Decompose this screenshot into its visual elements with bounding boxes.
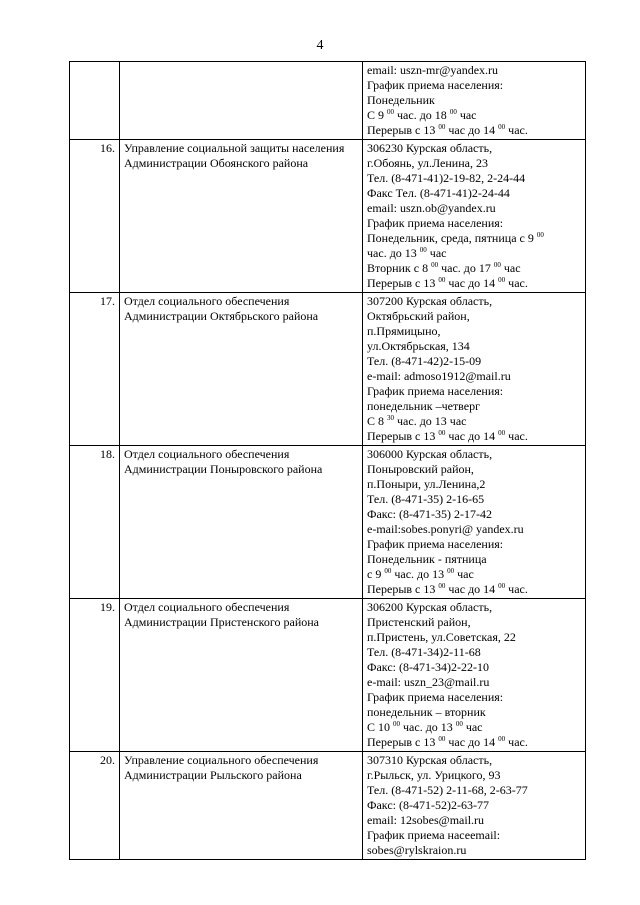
contact-text: 306200 Курская область, <box>367 600 493 614</box>
contact-text: час. до 17 <box>438 261 494 275</box>
contact-text: час <box>426 246 447 260</box>
contact-line <box>367 186 581 201</box>
contact-line <box>367 492 581 507</box>
contact-text: час. <box>505 735 528 749</box>
contact-text: час. <box>505 429 528 443</box>
contact-text: 306230 Курская область, <box>367 141 493 155</box>
contact-text: График приема населения: <box>367 216 504 230</box>
contact-line <box>367 369 581 384</box>
contact-text: Тел. (8-471-52) 2-11-68, 2-63-77 <box>367 783 528 797</box>
contact-text: График приема населения: <box>367 690 504 704</box>
contact-text: Пристенский район, <box>367 615 471 629</box>
contact-info <box>363 293 586 446</box>
contact-text: Вторник с 8 <box>367 261 432 275</box>
contact-text: Перерыв с 13 <box>367 429 439 443</box>
contact-line <box>367 720 581 735</box>
contact-text: 307310 Курская область, <box>367 753 493 767</box>
contact-line <box>367 429 581 444</box>
time-superscript: 00 <box>498 123 506 131</box>
contact-text: Октябрьский район, <box>367 309 470 323</box>
page-number: 4 <box>316 38 324 53</box>
time-superscript: 00 <box>438 735 446 743</box>
contact-line <box>367 324 581 339</box>
contact-info <box>363 140 586 293</box>
contact-line <box>367 567 581 582</box>
contact-text: час. до 13 час <box>394 414 467 428</box>
contact-text: час. до 13 <box>367 246 420 260</box>
contact-text: Перерыв с 13 <box>367 582 439 596</box>
contact-text: час. до 18 <box>394 108 450 122</box>
contact-text: час до 14 <box>445 429 499 443</box>
time-superscript: 00 <box>419 246 427 254</box>
contact-line <box>367 294 581 309</box>
contact-line <box>367 462 581 477</box>
time-superscript: 00 <box>536 231 544 239</box>
contact-text: час <box>500 261 521 275</box>
contact-line <box>367 843 581 858</box>
contact-line <box>367 645 581 660</box>
table-row <box>70 62 586 140</box>
contact-text: г.Обоянь, ул.Ленина, 23 <box>367 156 488 170</box>
time-superscript: 00 <box>384 567 392 575</box>
contact-line <box>367 477 581 492</box>
contact-text: час до 14 <box>445 735 499 749</box>
contact-text: С 10 <box>367 720 394 734</box>
contact-line <box>367 123 581 138</box>
organization-name: Отдел социального обеспечения Администрации Пристенского района <box>120 599 363 752</box>
contact-text: График приема населения: <box>367 78 504 92</box>
contact-text: п.Пристень, ул.Советская, 22 <box>367 630 516 644</box>
contact-text: час до 14 <box>445 123 499 137</box>
contact-text: ул.Октябрьская, 134 <box>367 339 470 353</box>
contact-line <box>367 552 581 567</box>
contact-line <box>367 753 581 768</box>
contact-text: График приема населения: <box>367 537 504 551</box>
time-superscript: 00 <box>498 582 506 590</box>
contact-text: С 9 <box>367 108 388 122</box>
contact-line <box>367 261 581 276</box>
contact-text: Перерыв с 13 <box>367 123 439 137</box>
contact-text: час. <box>505 276 528 290</box>
contact-line <box>367 828 581 843</box>
contact-line <box>367 798 581 813</box>
contact-text: Факс: (8-471-52)2-63-77 <box>367 798 489 812</box>
contact-text: email: uszn-mr@yandex.ru <box>367 63 499 77</box>
contact-text: С 8 <box>367 414 388 428</box>
contact-text: час. до 13 <box>400 720 456 734</box>
contact-line <box>367 354 581 369</box>
contact-text: e-mail:sobes.ponyri@ yandex.ru <box>367 522 524 536</box>
time-superscript: 00 <box>438 582 446 590</box>
contact-text: e-mail: admoso1912@mail.ru <box>367 369 511 383</box>
contact-line <box>367 615 581 630</box>
contact-text: час до 14 <box>445 276 499 290</box>
contact-text: Факс: (8-471-34)2-22-10 <box>367 660 489 674</box>
contact-line <box>367 507 581 522</box>
row-number: 17. <box>70 293 120 446</box>
contact-line <box>367 675 581 690</box>
contact-text: понедельник – вторник <box>367 705 486 719</box>
contact-text: График приема населения: <box>367 384 504 398</box>
contact-text: с 9 <box>367 567 385 581</box>
time-superscript: 00 <box>493 261 501 269</box>
time-superscript: 00 <box>387 108 395 116</box>
organization-name: Отдел социального обеспечения Администрации Октябрьского района <box>120 293 363 446</box>
time-superscript: 00 <box>438 429 446 437</box>
time-superscript: 00 <box>498 276 506 284</box>
contact-line <box>367 630 581 645</box>
contact-line <box>367 156 581 171</box>
social-offices-table <box>69 61 586 860</box>
row-number: 16. <box>70 140 120 293</box>
contact-line <box>367 63 581 78</box>
row-number: 19. <box>70 599 120 752</box>
contact-line <box>367 582 581 597</box>
contact-text: email: uszn.ob@yandex.ru <box>367 201 496 215</box>
table-row <box>70 140 586 293</box>
contact-info <box>363 752 586 860</box>
contact-line <box>367 660 581 675</box>
contact-line <box>367 705 581 720</box>
contact-text: час <box>456 108 477 122</box>
contact-line <box>367 384 581 399</box>
organization-name: Управление социального обеспечения Администрации Рыльского района <box>120 752 363 860</box>
contact-line <box>367 600 581 615</box>
contact-text: Понедельник, среда, пятница с 9 <box>367 231 537 245</box>
contact-line <box>367 783 581 798</box>
contact-line <box>367 522 581 537</box>
contact-info <box>363 62 586 140</box>
time-superscript: 00 <box>393 720 401 728</box>
time-superscript: 00 <box>438 123 446 131</box>
time-superscript: 00 <box>447 567 455 575</box>
organization-name <box>120 62 363 140</box>
contact-text: Поныровский район, <box>367 462 474 476</box>
contact-line <box>367 201 581 216</box>
contact-text: Тел. (8-471-42)2-15-09 <box>367 354 482 368</box>
contact-line <box>367 414 581 429</box>
contact-text: час. <box>505 123 528 137</box>
contact-line <box>367 735 581 750</box>
contact-text: час до 14 <box>445 582 499 596</box>
contact-line <box>367 246 581 261</box>
contact-text: Перерыв с 13 <box>367 276 439 290</box>
contact-text: 307200 Курская область, <box>367 294 493 308</box>
contact-line <box>367 93 581 108</box>
contact-text: час <box>454 567 474 581</box>
contact-line <box>367 399 581 414</box>
table-row <box>70 752 586 860</box>
contact-line <box>367 447 581 462</box>
contact-text: e-mail: uszn_23@mail.ru <box>367 675 490 689</box>
contact-line <box>367 171 581 186</box>
contact-text: час <box>462 720 483 734</box>
contact-line <box>367 141 581 156</box>
contact-text: Понедельник <box>367 93 435 107</box>
time-superscript: 00 <box>449 108 457 116</box>
contact-info <box>363 446 586 599</box>
contact-line <box>367 231 581 246</box>
time-superscript: 00 <box>498 429 506 437</box>
contact-text: 306000 Курская область, <box>367 447 493 461</box>
contact-line <box>367 108 581 123</box>
contact-text: Тел. (8-471-35) 2-16-65 <box>367 492 485 506</box>
row-number: 20. <box>70 752 120 860</box>
time-superscript: 00 <box>455 720 463 728</box>
contact-text: п.Прямицыно, <box>367 324 441 338</box>
contact-line <box>367 768 581 783</box>
contact-text: г.Рыльск, ул. Урицкого, 93 <box>367 768 501 782</box>
contact-text: час. <box>505 582 528 596</box>
time-superscript: 00 <box>498 735 506 743</box>
row-number: 18. <box>70 446 120 599</box>
time-superscript: 30 <box>387 414 395 422</box>
contact-text: Тел. (8-471-41)2-19-82, 2-24-44 <box>367 171 526 185</box>
contact-text: Перерыв с 13 <box>367 735 439 749</box>
contact-line <box>367 309 581 324</box>
contact-text: Факс Тел. (8-471-41)2-24-44 <box>367 186 510 200</box>
table-row <box>70 599 586 752</box>
row-number <box>70 62 120 140</box>
time-superscript: 00 <box>431 261 439 269</box>
contact-line <box>367 216 581 231</box>
organization-name: Отдел социального обеспечения Администрации Поныровского района <box>120 446 363 599</box>
contact-text: понедельник –четверг <box>367 399 481 413</box>
contact-text: Тел. (8-471-34)2-11-68 <box>367 645 481 659</box>
contact-line <box>367 690 581 705</box>
contact-line <box>367 813 581 828</box>
contact-text: п.Поныри, ул.Ленина,2 <box>367 477 486 491</box>
organization-name: Управление социальной защиты населения Администрации Обоянского района <box>120 140 363 293</box>
contact-text: час. до 13 <box>391 567 448 581</box>
contact-text: sobes@rylskraion.ru <box>367 843 467 857</box>
contact-info <box>363 599 586 752</box>
contact-text: Факс: (8-471-35) 2-17-42 <box>367 507 492 521</box>
contact-line <box>367 339 581 354</box>
table-row <box>70 293 586 446</box>
contact-text: График приема насееmail: <box>367 828 501 842</box>
contact-text: Понедельник - пятница <box>367 552 487 566</box>
contact-text: email: 12sobes@mail.ru <box>367 813 485 827</box>
contact-line <box>367 276 581 291</box>
contact-line <box>367 537 581 552</box>
table-row <box>70 446 586 599</box>
contact-line <box>367 78 581 93</box>
time-superscript: 00 <box>438 276 446 284</box>
